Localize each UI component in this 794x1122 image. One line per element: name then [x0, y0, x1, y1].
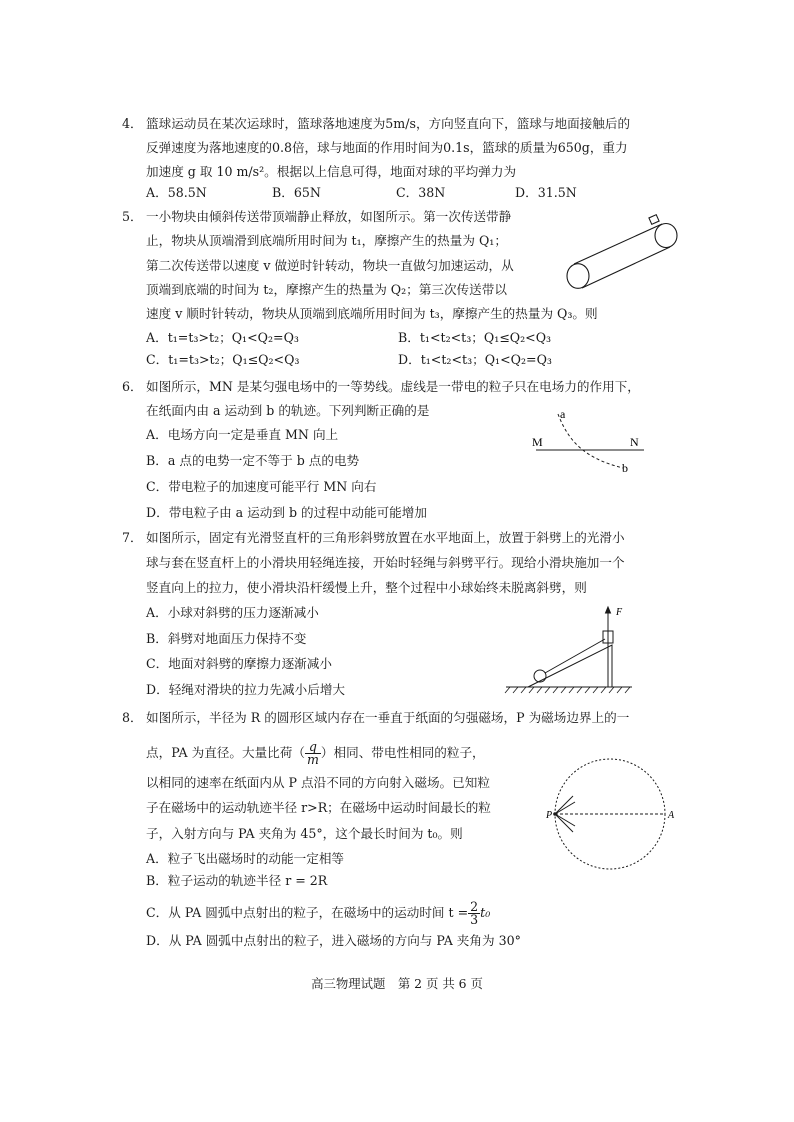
- question-number: 7．: [122, 530, 143, 545]
- question-text-line: 篮球运动员在某次运球时，篮球落地速度为5m/s，方向竖直向下，篮球与地面接触后的: [146, 116, 631, 131]
- text-segment: 点，PA 为直径。大量比荷（: [146, 745, 305, 760]
- question-number: 4．: [122, 116, 143, 131]
- question-text-line: 以相同的速率在纸面内从 P 点沿不同的方向射入磁场。已知粒: [146, 775, 490, 790]
- option-a: A．电场方向一定是垂直 MN 向上: [146, 427, 339, 442]
- question-text-line: 止，物块从顶端滑到底端所用时间为 t₁，摩擦产生的热量为 Q₁；: [146, 233, 507, 248]
- question-text-line: 一小物块由倾斜传送带顶端静止释放，如图所示。第一次传送带静: [146, 209, 512, 224]
- question-text-line: 子在磁场中的运动轨迹半径 r>R；在磁场中运动时间最长的粒: [146, 800, 491, 815]
- option-b: B．t₁<t₂<t₃；Q₁≤Q₂<Q₃: [398, 330, 552, 345]
- point-a-label: a: [560, 407, 566, 421]
- option-a: A．粒子飞出磁场时的动能一定相等: [146, 851, 345, 866]
- option-a: A．小球对斜劈的压力逐渐减小: [146, 605, 319, 620]
- question-text-line: 子，入射方向与 PA 夹角为 45°，这个最长时间为 t₀。则: [146, 826, 463, 841]
- charge-mass-ratio-fraction: [305, 741, 321, 766]
- page-footer: 高三物理试题 第 2 页 共 6 页: [311, 976, 483, 991]
- point-p-label: P: [546, 810, 553, 821]
- incline-slider-figure: [500, 605, 640, 695]
- point-b-label: b: [622, 461, 628, 475]
- option-a: A．58.5N: [146, 185, 207, 200]
- text-segment: ）相同、带电性相同的粒子，: [320, 745, 485, 760]
- fraction-denominator: m: [306, 752, 319, 767]
- question-text-line: 加速度 g 取 10 m/s²。根据以上信息可得，地面对球的平均弹力为: [146, 164, 517, 179]
- question-text-line: 如图所示，固定有光滑竖直杆的三角形斜劈放置在水平地面上，放置于斜劈上的光滑小: [146, 530, 625, 545]
- question-text-line: [146, 741, 485, 766]
- question-text-line: 第二次传送带以速度 v 做逆时针转动，物块一直做匀加速运动，从: [146, 258, 514, 273]
- option-c: C．地面对斜劈的摩擦力逐渐减小: [146, 656, 332, 671]
- option-b: B．斜劈对地面压力保持不变: [146, 631, 307, 646]
- fraction-numerator: 2: [470, 899, 479, 914]
- option-b: B．a 点的电势一定不等于 b 点的电势: [146, 453, 360, 468]
- question-number: 5．: [122, 209, 143, 224]
- fraction-numerator: q: [305, 741, 321, 754]
- magnetic-field-circle-figure: [545, 750, 675, 880]
- text-segment: C．从 PA 圆弧中点射出的粒子，在磁场中的运动时间 t =: [146, 905, 469, 920]
- option-a: A．t₁=t₃>t₂；Q₁<Q₂=Q₃: [146, 330, 299, 345]
- fraction-denominator: 3: [470, 912, 479, 927]
- point-m-label: M: [532, 435, 543, 449]
- question-text-line: 如图所示，MN 是某匀强电场中的一等势线。虚线是一带电的粒子只在电场力的作用下，: [146, 379, 640, 394]
- question-text-line: 竖直向上的拉力，使小滑块沿杆缓慢上升，整个过程中小球始终未脱离斜劈，则: [146, 580, 587, 595]
- conveyor-belt-figure: [562, 216, 682, 296]
- question-text-line: 在纸面内由 a 运动到 b 的轨迹。下列判断正确的是: [146, 403, 430, 418]
- equipotential-line-figure: [528, 406, 648, 481]
- option-d: D．轻绳对滑块的拉力先减小后增大: [146, 682, 346, 697]
- option-c: C．38N: [396, 185, 446, 200]
- text-segment: t₀: [480, 905, 491, 920]
- option-c: C．t₁=t₃>t₂；Q₁≤Q₂<Q₃: [146, 352, 300, 367]
- question-text-line: 速度 v 顺时针转动，物块从顶端到底端所用时间为 t₃，摩擦产生的热量为 Q₃。则: [146, 306, 598, 321]
- option-d: D．从 PA 圆弧中点射出的粒子，进入磁场的方向与 PA 夹角为 30°: [146, 933, 521, 948]
- option-b: B．65N: [272, 185, 321, 200]
- option-c: [146, 901, 490, 926]
- question-text-line: 顶端到底端的时间为 t₂，摩擦产生的热量为 Q₂；第三次传送带以: [146, 282, 507, 297]
- option-c: C．带电粒子的加速度可能平行 MN 向右: [146, 479, 377, 494]
- option-d: D．31.5N: [515, 185, 577, 200]
- option-d: D．t₁<t₂<t₃；Q₁<Q₂=Q₃: [398, 352, 552, 367]
- question-text-line: 反弹速度为落地速度的0.8倍，球与地面的作用时间为0.1s，篮球的质量为650g，重力: [146, 140, 628, 155]
- point-n-label: N: [630, 435, 639, 449]
- question-text-line: 如图所示，半径为 R 的圆形区域内存在一垂直于纸面的匀强磁场，P 为磁场边界上的一: [146, 710, 630, 725]
- question-text-line: 球与套在竖直杆上的小滑块用轻绳连接，开始时轻绳与斜劈平行。现给小滑块施加一个: [146, 555, 625, 570]
- force-label: F: [616, 607, 623, 618]
- point-a-label: A: [668, 810, 675, 821]
- question-number: 8．: [122, 710, 143, 725]
- option-b: B．粒子运动的轨迹半径 r = 2R: [146, 873, 328, 888]
- question-number: 6．: [122, 379, 143, 394]
- option-d: D．带电粒子由 a 运动到 b 的过程中动能可能增加: [146, 505, 427, 520]
- time-fraction: [468, 901, 480, 926]
